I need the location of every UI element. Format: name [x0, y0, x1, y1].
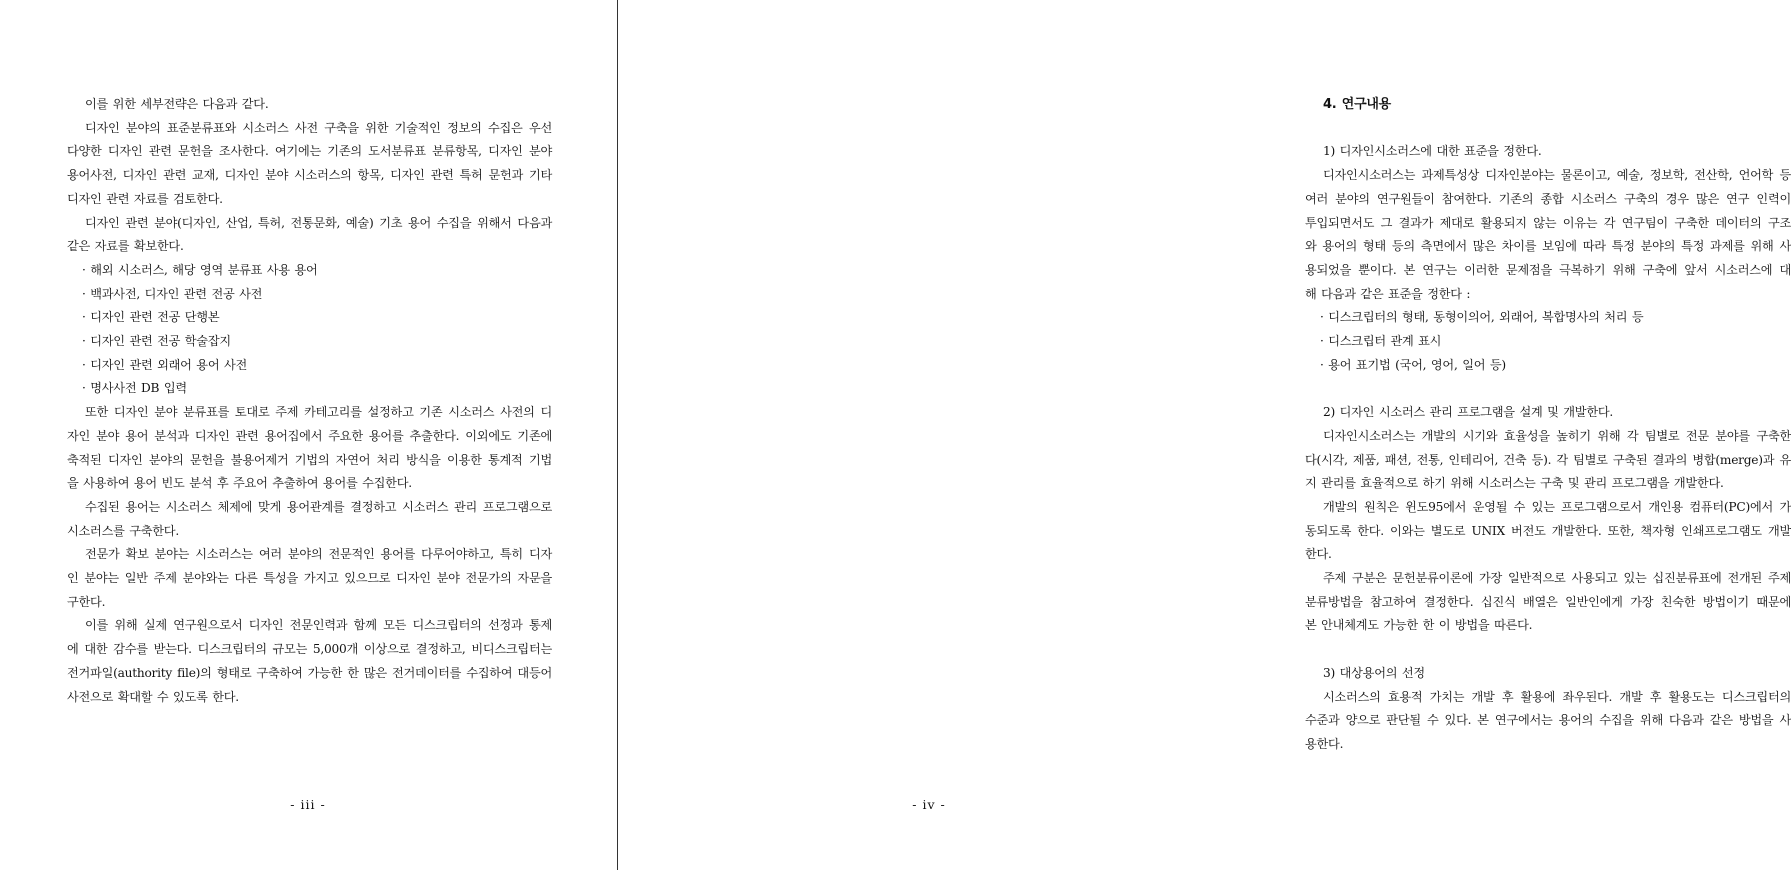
list-item: · 백과사전, 디자인 관련 전공 사전 — [82, 286, 263, 301]
paragraph-line: 용한다. — [1305, 736, 1344, 751]
paragraph-line: 전문가 확보 분야는 시소러스는 여러 분야의 전문적인 용어를 다루어야하고, 특히 디자 — [85, 547, 552, 562]
list-item: · 명사사전 DB 입력 — [82, 381, 187, 396]
paragraph-line: 여러 분야의 연구원들이 참여한다. 기존의 종합 시소러스 구축의 경우 많은 연구 인력이 — [1305, 191, 1791, 206]
paragraph-line: 지 관리를 효율적으로 하기 위해 시소러스는 구축 및 관리 프로그램을 개발한다. — [1305, 476, 1724, 491]
paragraph-line: 용어사전, 디자인 관련 교재, 디자인 분야 시소러스의 항목, 디자인 관련 특허 문헌과 기타 — [67, 168, 552, 183]
left-page — [0, 0, 617, 870]
paragraph-line: 구한다. — [67, 594, 106, 609]
paragraph-line: 인 분야는 일반 주제 분야와는 다른 특성을 가지고 있으므로 디자인 분야 전문가의 자문을 — [67, 571, 552, 586]
paragraph-line: 주제 구분은 문헌분류이론에 가장 일반적으로 사용되고 있는 십진분류표에 전개된 주제 — [1323, 571, 1791, 586]
paragraph-line: 자인 분야 용어 분석과 디자인 관련 용어집에서 주요한 용어를 추출한다. 이외에도 기존에 — [67, 428, 552, 443]
paragraph-line: 용되었을 뿐이다. 본 연구는 이러한 문제점을 극복하기 위해 구축에 앞서 시소러스에 대 — [1305, 262, 1791, 277]
paragraph-line: 을 사용하여 용어 빈도 분석 후 주요어 추출하여 용어를 수집한다. — [67, 476, 412, 491]
paragraph-line: 본 안내체계도 가능한 한 이 방법을 따른다. — [1305, 618, 1533, 633]
paragraph-line: 같은 자료를 확보한다. — [67, 239, 184, 254]
paragraph-line: 시소러스를 구축한다. — [67, 523, 179, 538]
paragraph-line: 축적된 디자인 분야의 문헌을 불용어제거 기법의 자연어 처리 방식을 이용한 통계적 기법 — [67, 452, 552, 467]
paragraph-line: 한다. — [1305, 547, 1332, 562]
paragraph-line: 또한 디자인 분야 분류표를 토대로 주제 카테고리를 설정하고 기존 시소러스 사전의 디 — [85, 405, 552, 420]
page-number: - iii - — [290, 797, 326, 812]
paragraph-line: 디자인시소러스는 개발의 시기와 효율성을 높히기 위해 각 팀별로 전문 분야를 구축한 — [1323, 428, 1791, 443]
list-item: · 디스크립터의 형태, 동형이의어, 외래어, 복합명사의 처리 등 — [1320, 310, 1644, 325]
list-item: · 디자인 관련 전공 학술잡지 — [82, 334, 231, 349]
paragraph-line: 수집된 용어는 시소러스 체제에 맞게 용어관계를 결정하고 시소러스 관리 프로그램으로 — [85, 499, 552, 514]
paragraph-line: 디자인 관련 분야(디자인, 산업, 특허, 전통문화, 예술) 기초 용어 수집을 위해서 다음과 — [85, 215, 552, 230]
paragraph-line: 수준과 양으로 판단될 수 있다. 본 연구에서는 용어의 수집을 위해 다음과 같은 방법을 사 — [1305, 713, 1791, 728]
right-body-text — [1305, 93, 1791, 757]
paragraph-line: 디자인 관련 자료를 검토한다. — [67, 191, 223, 206]
list-item: · 디자인 관련 전공 단행본 — [82, 310, 220, 325]
paragraph-line: 해 다음과 같은 표준을 정한다 : — [1305, 286, 1471, 301]
list-item: · 디스크립터 관계 표시 — [1320, 334, 1442, 349]
paragraph-line: 에 대한 감수를 받는다. 디스크립터의 규모는 5,000개 이상으로 결정하고, 비디스크립터는 — [67, 642, 552, 657]
paragraph-line: 투입되면서도 그 결과가 제대로 활용되지 않는 이유는 각 연구팀이 구축한 데이터의 구조 — [1305, 215, 1791, 230]
paragraph-line: 와 용어의 형태 등의 측면에서 많은 차이를 보임에 따라 특정 분야의 특정 과제를 위해 사 — [1305, 239, 1791, 254]
subsection-heading: 1) 디자인시소러스에 대한 표준을 정한다. — [1323, 144, 1542, 159]
paragraph-line: 전거파일(authority file)의 형태로 구축하여 가능한 한 많은 전거데이터를 수집하여 대등어 — [67, 665, 552, 680]
subsection-heading: 2) 디자인 시소러스 관리 프로그램을 설계 및 개발한다. — [1323, 405, 1613, 420]
paragraph-line: 동되도록 한다. 이와는 별도로 UNIX 버전도 개발한다. 또한, 책자형 인쇄프로그램도 개발 — [1305, 523, 1791, 538]
paragraph-line: 디자인 분야의 표준분류표와 시소러스 사전 구축을 위한 기술적인 정보의 수집은 우선 — [85, 120, 552, 135]
subsection-heading: 3) 대상용어의 선정 — [1323, 665, 1425, 680]
list-item: · 디자인 관련 외래어 용어 사전 — [82, 357, 248, 372]
paragraph-line: 이를 위해 실제 연구원으로서 디자인 전문인력과 함께 모든 디스크립터의 선정과 통제 — [85, 618, 552, 633]
paragraph-line: 개발의 원칙은 윈도95에서 운영될 수 있는 프로그램으로서 개인용 컴퓨터(PC)에서 가 — [1323, 499, 1791, 514]
page-divider — [617, 0, 618, 870]
list-item: · 해외 시소러스, 해당 영역 분류표 사용 용어 — [82, 262, 318, 277]
paragraph-line: 분류방법을 참고하여 결정한다. 십진식 배열은 일반인에게 가장 친숙한 방법이기 때문에 — [1305, 594, 1791, 609]
paragraph-line: 디자인시소러스는 과제특성상 디자인분야는 물론이고, 예술, 정보학, 전산학, 언어학 등 — [1323, 168, 1791, 183]
paragraph-line: 이를 위한 세부전략은 다음과 같다. — [85, 97, 269, 111]
right-page — [619, 0, 1791, 870]
section-heading: 4. 연구내용 — [1323, 97, 1391, 112]
paragraph-line: 사전으로 확대할 수 있도록 한다. — [67, 689, 239, 704]
paragraph-line: 다(시각, 제품, 패션, 전통, 인테리어, 건축 등). 각 팀별로 구축된 결과의 병합(merge)과 유 — [1305, 452, 1791, 467]
left-body-text — [67, 93, 552, 709]
page-number: - iv - — [912, 797, 946, 812]
list-item: · 용어 표기법 (국어, 영어, 일어 등) — [1320, 357, 1506, 372]
paragraph-line: 시소러스의 효용적 가치는 개발 후 활용에 좌우된다. 개발 후 활용도는 디스크립터의 — [1323, 689, 1791, 704]
paragraph-line: 다양한 디자인 관련 문헌을 조사한다. 여기에는 기존의 도서분류표 분류항목, 디자인 분야 — [67, 144, 552, 159]
